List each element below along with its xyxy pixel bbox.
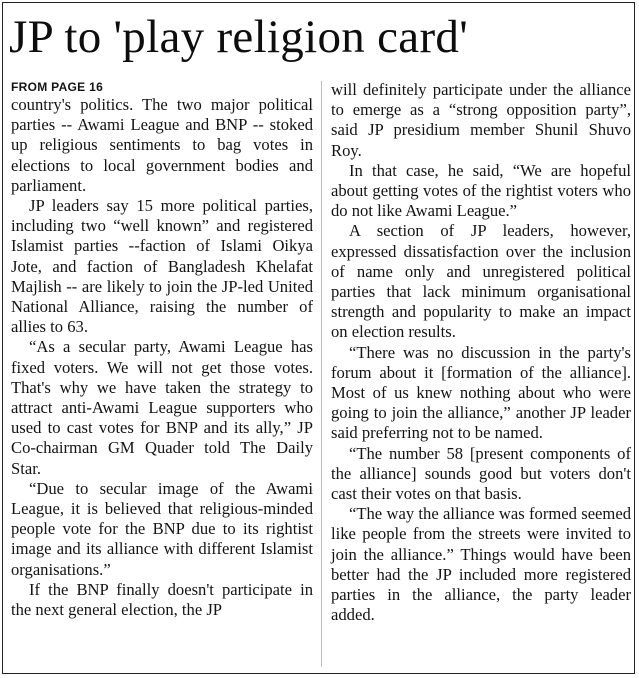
paragraph: In that case, he said, “We are hopeful about getting votes of the rightist voters who do not like Awami League.” [331,160,631,221]
paragraph: “The number 58 [present components of the alliance] sounds good but voters don't cast their votes on that basis. [331,443,631,504]
paragraph: “As a secular party, Awami League has fixed voters. We will not get those votes. That's why we have taken the strategy to attract anti-Awami League supporters who used to cast votes for BNP and its ally,” JP Co-chairman GM Quader told The Daily Star. [11,337,313,478]
column-divider [321,81,322,667]
paragraph: If the BNP finally doesn't participate in the next general election, the JP [11,579,313,620]
paragraph: country's politics. The two major political parties -- Awami League and BNP -- stoked up religious sentiments to bag votes in elections to local government bodies and parliament. [11,95,313,195]
paragraph: will definitely participate under the alliance to emerge as a “strong opposition party”, said JP presidium member Shunil Shuvo Roy. [331,80,631,160]
left-column [11,79,313,620]
paragraph: JP leaders say 15 more political parties, including two “well known” and registered Islamist parties --faction of Islami Oikya Jote, and faction of Bangladesh Khelafat Majlish -- are likely to join the JP-led United National Alliance, raising the number of allies to 63. [11,196,313,337]
right-column [331,80,631,625]
paragraph: “There was no discussion in the party's forum about it [formation of the alliance]. Most of us knew nothing about who were going to join the alliance,” another JP leader said preferring not to be named. [331,342,631,443]
jump-line: FROM PAGE 16 [11,80,104,94]
headline: JP to 'play religion card' [9,11,468,63]
paragraph: A section of JP leaders, however, expressed dissatisfaction over the inclusion of name only and unregistered political parties that lack minimum organisational strength and popularity to make an impact on election results. [331,221,631,342]
article-frame [2,2,635,674]
paragraph: “The way the alliance was formed seemed like people from the streets were invited to join the alliance.” Things would have been better had the JP included more registered parties in the alliance, the party leader added. [331,504,631,625]
paragraph: “Due to secular image of the Awami League, it is believed that religious-minded people vote for the BNP due to its rightist image and its alliance with different Islamist organisations.” [11,478,313,579]
